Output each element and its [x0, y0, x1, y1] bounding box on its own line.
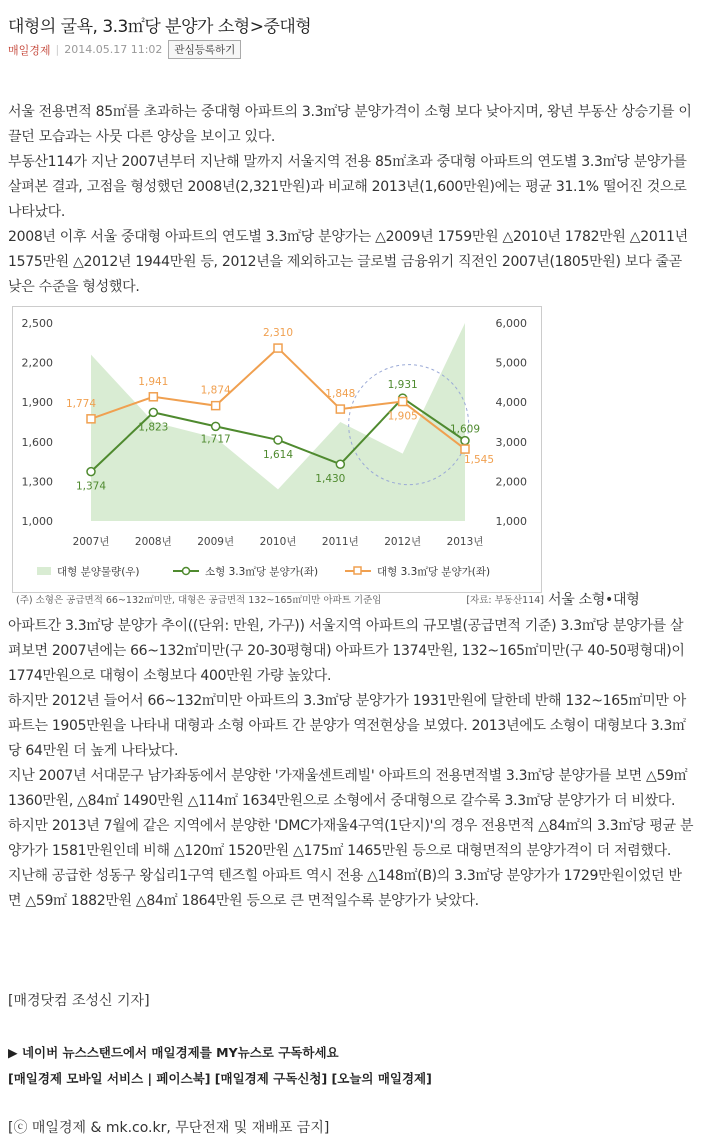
- x-tick-label: 2010년: [259, 536, 297, 548]
- paragraph: 하지만 2012년 들어서 66~132㎡미만 아파트의 3.3㎡당 분양가가 1931만원에 달한데 반해 132~165㎡미만 아파트는 1905만원을 나타내 대형과 소형 아파트 간 분양가 역전현상을 보였다. 2013년에도 소형이 대형보다 3.3㎡당 64만원 더 높게 나타났다.: [8, 693, 687, 759]
- y-left-tick-label: 2,500: [21, 317, 53, 330]
- data-label-large: 1,941: [138, 375, 169, 388]
- source-link[interactable]: 매일경제: [8, 43, 51, 57]
- data-point-small: [274, 436, 282, 444]
- data-point-small: [87, 468, 95, 476]
- paragraph: 지난해 공급한 성동구 왕십리1구역 텐즈힐 아파트 역시 전용 △148㎡(B)의 3.3㎡당 분양가가 1729만원이었던 반면 △59㎡ 1882만원 △84㎡ 1864만원 등으로 큰 면적일수록 분양가가 낮았다.: [8, 868, 682, 909]
- data-label-large: 1,848: [325, 388, 356, 401]
- data-label-small: 1,430: [315, 473, 346, 486]
- data-point-large: [336, 405, 344, 413]
- y-left-tick-label: 1,900: [21, 396, 53, 410]
- y-left-tick-label: 1,000: [21, 515, 53, 528]
- x-tick-label: 2007년: [72, 536, 110, 548]
- figure-note: (주) 소형은 공급면적 66~132㎡미만, 대형은 공급면적 132~165㎡미만 아파트 기준임: [16, 595, 382, 606]
- price-trend-chart: [12, 306, 542, 593]
- x-tick-label: 2012년: [384, 536, 422, 548]
- x-tick-label: 2011년: [321, 536, 359, 548]
- paragraph: 부동산114가 지난 2007년부터 지난해 말까지 서울지역 전용 85㎡초과 중대형 아파트의 연도별 3.3㎡당 분양가를 살펴본 결과, 고점을 형성했던 2008년(2,321만원)과 비교해 2013년(1,600만원)에는 평균 31.1% 떨어진 것으로 나타났다.: [8, 154, 687, 220]
- figure-source: [자료: 부동산114]: [466, 595, 544, 606]
- data-point-small: [212, 422, 220, 430]
- legend-label-area: 대형 분양물량(우): [57, 566, 140, 578]
- data-point-small: [461, 437, 469, 445]
- paragraph: 2008년 이후 서울 중대형 아파트의 연도별 3.3㎡당 분양가는 △2009년 1759만원 △2010년 1782만원 △2011년 1575만원 △2012년 1944만원 등, 2012년을 제외하고는 글로벌 금융위기 직전인 2007년(1805만원) 보다 줄곧 낮은 수준을 형성했다.: [8, 229, 688, 295]
- side-text: 서울 소형•대형: [548, 592, 640, 608]
- data-point-large: [274, 344, 282, 352]
- data-label-large: 1,905: [387, 410, 418, 423]
- y-right-tick-label: 6,000: [495, 317, 527, 330]
- copyright-notice: [ⓒ 매일경제 & mk.co.kr, 무단전재 및 재배포 금지]: [8, 1120, 330, 1136]
- y-right-tick-label: 3,000: [495, 435, 527, 449]
- y-right-tick-label: 5,000: [495, 356, 527, 370]
- chart-svg: [13, 307, 541, 592]
- paragraph: 지난 2007년 서대문구 남가좌동에서 분양한 '가재울센트레빌' 아파트의 전용면적별 3.3㎡당 분양가를 보면 △59㎡ 1360만원, △84㎡ 1490만원 △114㎡ 1634만원으로 소형에서 중대형으로 갈수록 3.3㎡당 분양가가 더 비쌌다.: [8, 768, 688, 809]
- x-tick-label: 2013년: [446, 536, 484, 548]
- paragraph: 아파트간 3.3㎡당 분양가 추이((단위: 만원, 가구)) 서울지역 아파트의 규모별(공급면적 기준) 3.3㎡당 분양가를 살펴보면 2007년에는 66~132㎡미만(구 20-30평형대) 아파트가 1374만원, 132~165㎡미만(구 40-50평형대)이 1774만원으로 대형이 소형보다 400만원 가량 높았다.: [8, 618, 685, 684]
- y-left-tick-label: 1,600: [21, 435, 53, 449]
- data-label-large: 1,545: [463, 454, 495, 467]
- data-point-large: [149, 393, 157, 401]
- data-point-large: [399, 398, 407, 406]
- article-body-bottom: [8, 614, 694, 914]
- data-label-large: 1,774: [65, 397, 97, 410]
- article-body-top: [8, 100, 694, 300]
- data-point-large: [212, 402, 220, 410]
- y-left-tick-label: 1,300: [21, 475, 53, 489]
- data-label-small: 1,374: [75, 480, 107, 493]
- paragraph: 하지만 2013년 7월에 같은 지역에서 분양한 'DMC가재울4구역(1단지)'의 경우 전용면적 △84㎡의 3.3㎡당 평균 분양가가 1581만원인데 비해 △120㎡ 1520만원 △175㎡ 1465만원 등으로 대형면적의 분양가격이 더 저렴했다.: [8, 818, 694, 859]
- data-label-large: 1,874: [200, 384, 231, 397]
- x-tick-label: 2009년: [197, 536, 235, 548]
- subscribe-link[interactable]: ▶ 네이버 뉴스스탠드에서 매일경제를 MY뉴스로 구독하세요: [8, 1045, 339, 1060]
- service-links[interactable]: [매일경제 모바일 서비스 | 페이스북] [매일경제 구독신청] [오늘의 매일경제]: [8, 1071, 432, 1086]
- data-point-small: [149, 408, 157, 416]
- legend-label-large: 대형 3.3㎡당 분양가(좌): [377, 566, 491, 578]
- article-date: 2014.05.17 11:02: [64, 43, 163, 56]
- data-point-small: [336, 460, 344, 468]
- data-label-small: 1,609: [449, 423, 481, 436]
- y-right-tick-label: 1,000: [495, 515, 527, 528]
- y-right-tick-label: 4,000: [495, 396, 527, 410]
- data-label-small: 1,931: [387, 379, 418, 392]
- data-point-large: [87, 415, 95, 423]
- data-label-small: 1,823: [138, 421, 169, 434]
- reporter-byline: [매경닷컴 조성신 기자]: [8, 993, 150, 1009]
- data-label-small: 1,614: [262, 448, 294, 461]
- article-title: 대형의 굴욕, 3.3㎡당 분양가 소형>중대형: [8, 17, 312, 37]
- data-label-large: 2,310: [262, 327, 294, 340]
- y-left-tick-label: 2,200: [21, 356, 53, 370]
- y-right-tick-label: 2,000: [495, 475, 527, 489]
- data-label-small: 1,717: [200, 433, 231, 446]
- article-meta: [8, 40, 241, 59]
- data-point-large: [461, 445, 469, 453]
- legend-swatch-area: [37, 567, 51, 575]
- figure-caption: [16, 592, 544, 606]
- paragraph: 서울 전용면적 85㎡를 초과하는 중대형 아파트의 3.3㎡당 분양가격이 소형 보다 낮아지며, 왕년 부동산 상승기를 이끌던 모습과는 사뭇 다른 양상을 보이고 있다.: [8, 104, 692, 145]
- x-tick-label: 2008년: [134, 536, 172, 548]
- legend-label-small: 소형 3.3㎡당 분양가(좌): [205, 566, 319, 578]
- interest-button[interactable]: 관심등록하기: [168, 40, 241, 59]
- legend-marker-small: [183, 568, 190, 575]
- legend-marker-large: [354, 567, 361, 574]
- meta-separator: |: [55, 43, 60, 56]
